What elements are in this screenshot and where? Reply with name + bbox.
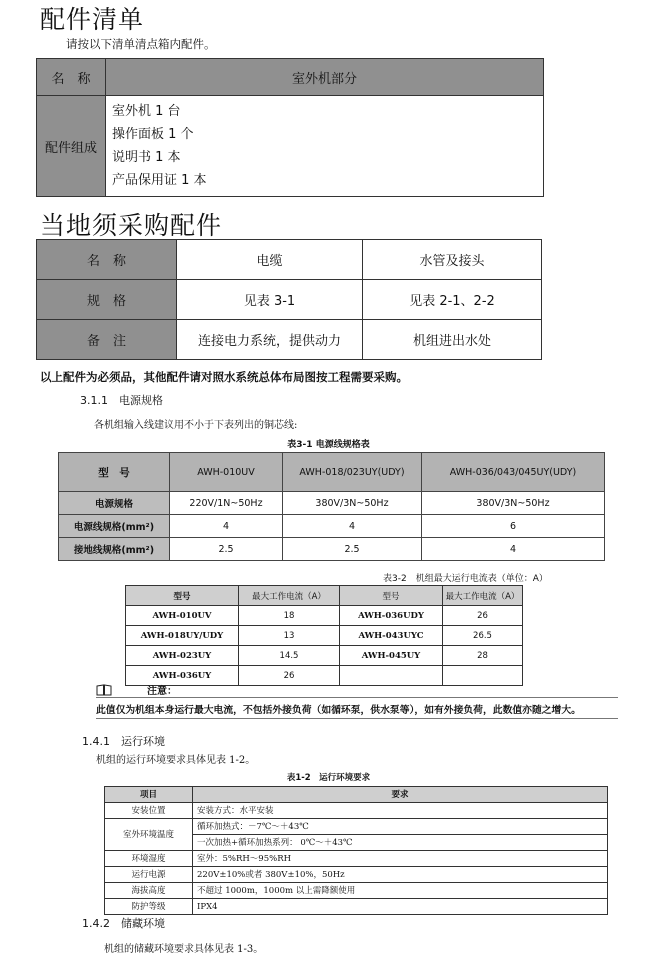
components-list: [106, 96, 544, 197]
table-cell: 6: [422, 515, 605, 538]
table-cell: 一次加热+循环加热系列： 0℃～＋43℃: [193, 835, 608, 851]
table-cell: 见表 2-1、2-2: [363, 280, 542, 320]
env-table: [104, 786, 608, 915]
accessories-table: [36, 58, 544, 197]
outdoor-header: 室外机部分: [106, 59, 544, 96]
table-row: [105, 787, 608, 803]
table-row: [59, 515, 605, 538]
section-title-local-purchase: 当地须采购配件: [40, 211, 223, 240]
table-row: [37, 240, 542, 280]
table-cell: 18: [239, 606, 340, 626]
row-label: 海拔高度: [105, 883, 193, 899]
table-cell: 见表 3-1: [177, 280, 363, 320]
header-cell: AWH-036/043/045UY(UDY): [422, 453, 605, 492]
table-cell: 室外：5%RH～95%RH: [193, 851, 608, 867]
table-cell: 不超过 1000m，1000m 以上需降额使用: [193, 883, 608, 899]
env-desc: 机组的运行环境要求具体见表 1-2。: [96, 755, 256, 766]
row-label: 安装位置: [105, 803, 193, 819]
table-cell: AWH-045UY: [340, 646, 443, 666]
table-cell: 电缆: [177, 240, 363, 280]
local-purchase-table: [36, 239, 542, 360]
table-row: [126, 586, 523, 606]
table-cell: 4: [283, 515, 422, 538]
table-cell: 26: [239, 666, 340, 686]
table-cell: [340, 666, 443, 686]
power-desc: 各机组输入线建议用不小于下表列出的铜芯线:: [94, 420, 298, 431]
row-label: 名 称: [37, 240, 177, 280]
row-label: 备 注: [37, 320, 177, 360]
row-label: 规 格: [37, 280, 177, 320]
env-heading: 1.4.1 运行环境: [82, 735, 165, 748]
table-row: [37, 280, 542, 320]
table-cell: 13: [239, 626, 340, 646]
table-cell: 26.5: [443, 626, 523, 646]
note-divider: [96, 697, 618, 698]
table-cell: 380V/3N~50Hz: [422, 492, 605, 515]
header-cell: 要求: [193, 787, 608, 803]
purchase-note: 以上配件为必须品，其他配件请对照水系统总体布局图按工程需要采购。: [40, 370, 408, 384]
list-item: 操作面板 1 个: [112, 127, 194, 142]
table-row: [37, 320, 542, 360]
table-row: [126, 606, 523, 626]
book-icon: [96, 681, 112, 693]
components-label: 配件组成: [37, 96, 106, 197]
table-cell: 14.5: [239, 646, 340, 666]
table-row: [59, 492, 605, 515]
storage-heading: 1.4.2 储藏环境: [82, 917, 165, 930]
header-cell: 最大工作电流（A）: [239, 586, 340, 606]
table-cell: AWH-036UY: [126, 666, 239, 686]
table-row: [126, 626, 523, 646]
table-row: [126, 646, 523, 666]
table-cell: AWH-036UDY: [340, 606, 443, 626]
row-label: 电源线规格(mm²): [59, 515, 170, 538]
table-row: [105, 819, 608, 835]
table-cell: 220V/1N~50Hz: [170, 492, 283, 515]
table-cell: AWH-023UY: [126, 646, 239, 666]
table-cell: 4: [170, 515, 283, 538]
header-cell: 型号: [126, 586, 239, 606]
note-divider: [96, 718, 618, 719]
row-label: 运行电源: [105, 867, 193, 883]
table-row: [126, 666, 523, 686]
table-cell: 循环加热式：－7℃～＋43℃: [193, 819, 608, 835]
table-row: [105, 883, 608, 899]
table-cell: 机组进出水处: [363, 320, 542, 360]
power-heading: 3.1.1 电源规格: [80, 394, 163, 407]
table-caption: 表3-1 电源线规格表: [287, 440, 370, 450]
table-cell: 连接电力系统，提供动力: [177, 320, 363, 360]
table-cell: 380V/3N~50Hz: [283, 492, 422, 515]
table-cell: 2.5: [283, 538, 422, 561]
power-spec-table: [58, 452, 605, 561]
table-cell: 4: [422, 538, 605, 561]
section-title-accessories: 配件清单: [40, 5, 145, 34]
accessories-intro: 请按以下清单清点箱内配件。: [66, 37, 216, 51]
table-row: [105, 867, 608, 883]
table-cell: IPX4: [193, 899, 608, 915]
note-label: 注意：: [147, 686, 177, 697]
table-row: [105, 803, 608, 819]
table-cell: 220V±10%或者 380V±10%，50Hz: [193, 867, 608, 883]
row-label: 防护等级: [105, 899, 193, 915]
max-current-table: [125, 585, 523, 686]
row-label: 室外环境温度: [105, 819, 193, 851]
row-label: 接地线规格(mm²): [59, 538, 170, 561]
table-cell: 安装方式：水平安装: [193, 803, 608, 819]
table-row: [59, 453, 605, 492]
row-label: 环境湿度: [105, 851, 193, 867]
table-cell: 2.5: [170, 538, 283, 561]
table-cell: AWH-018UY/UDY: [126, 626, 239, 646]
table-caption: 表3-2 机组最大运行电流表（单位：A）: [383, 574, 548, 584]
header-cell: AWH-018/023UY(UDY): [283, 453, 422, 492]
header-cell: 最大工作电流（A）: [443, 586, 523, 606]
table-caption: 表1-2 运行环境要求: [286, 773, 371, 783]
table-cell: AWH-010UV: [126, 606, 239, 626]
note-text: 此值仅为机组本身运行最大电流，不包括外接负荷（如循环泵，供水泵等），如有外接负荷，此数值亦随之增大。: [96, 705, 581, 716]
header-cell: 型号: [340, 586, 443, 606]
table-row: [59, 538, 605, 561]
header-cell: AWH-010UV: [170, 453, 283, 492]
table-row: [105, 851, 608, 867]
list-item: 产品保用证 1 本: [112, 173, 207, 188]
table-cell: [443, 666, 523, 686]
list-item: 室外机 1 台: [112, 104, 181, 119]
table-row: [105, 899, 608, 915]
table-cell: AWH-043UYC: [340, 626, 443, 646]
name-label: 名 称: [37, 59, 106, 96]
storage-desc: 机组的储藏环境要求具体见表 1-3。: [104, 944, 264, 955]
table-cell: 水管及接头: [363, 240, 542, 280]
header-cell: 型 号: [59, 453, 170, 492]
row-label: 电源规格: [59, 492, 170, 515]
table-cell: 26: [443, 606, 523, 626]
table-cell: 28: [443, 646, 523, 666]
header-cell: 项目: [105, 787, 193, 803]
list-item: 说明书 1 本: [112, 150, 181, 165]
